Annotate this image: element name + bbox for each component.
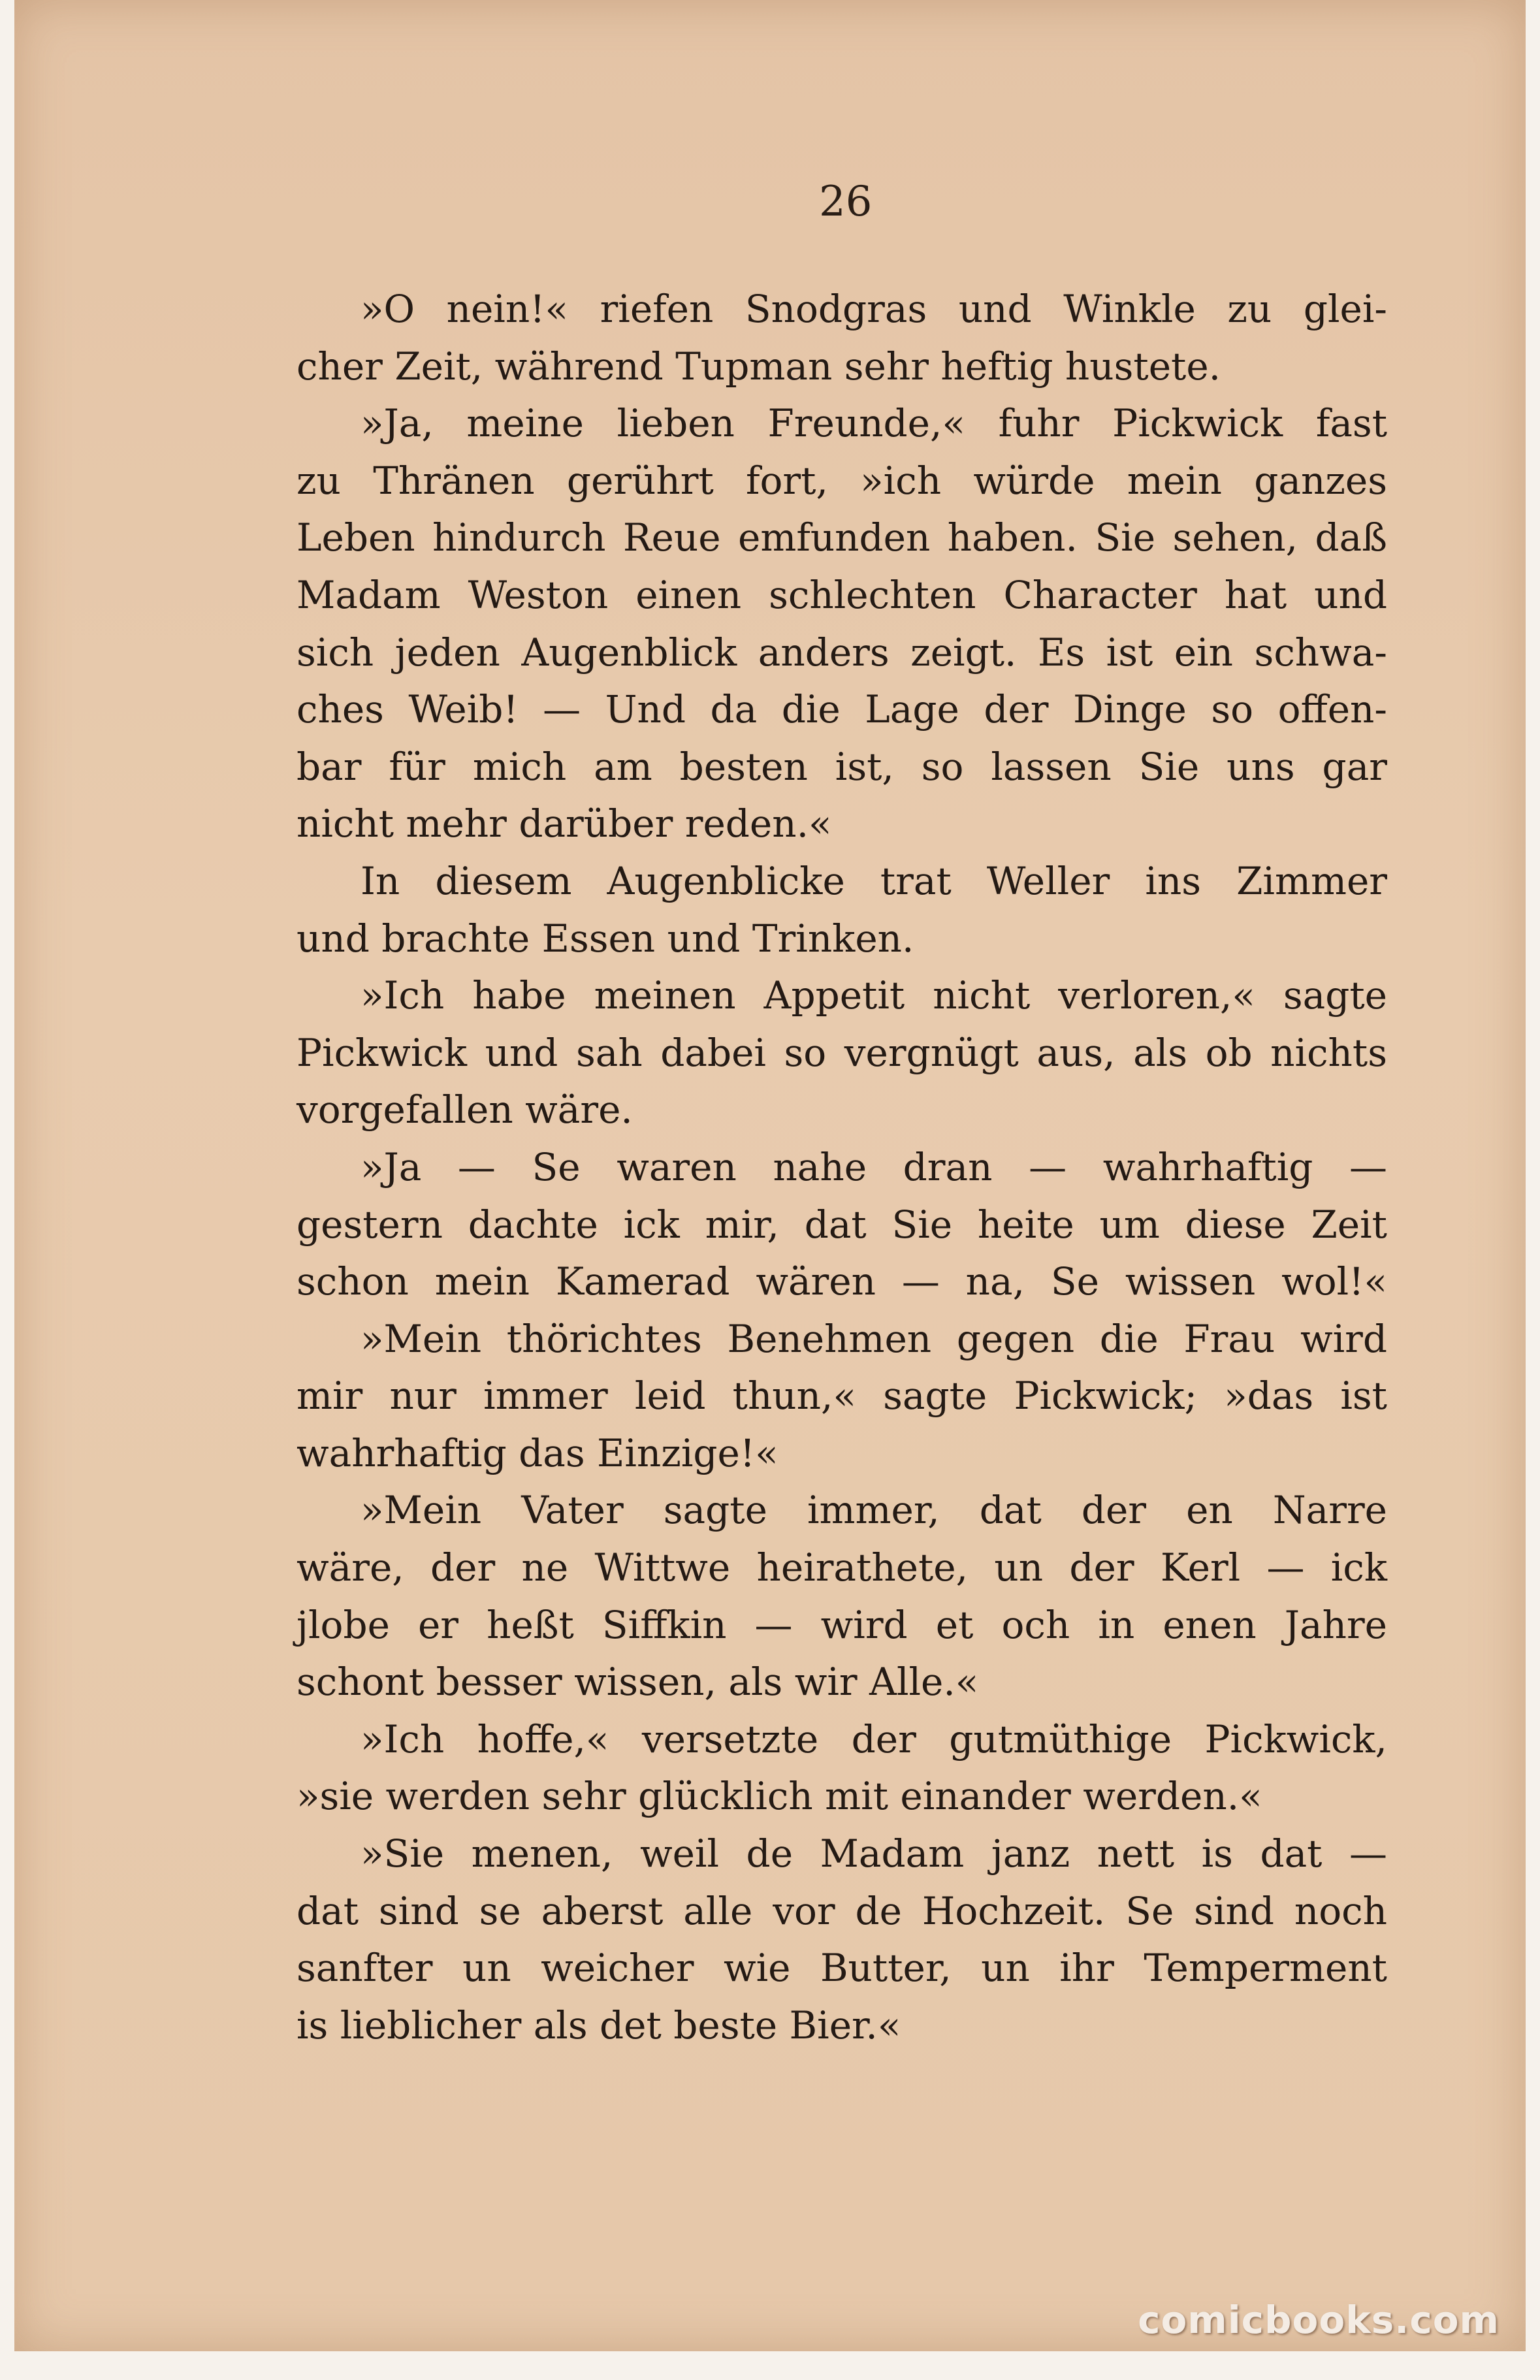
text-line: zu Thränen gerührt fort, »ich würde mein ganzes bbox=[297, 458, 1387, 503]
text-line: sanfter un weicher wie Butter, un ihr Temperment bbox=[297, 1946, 1387, 1991]
watermark-logo: comicbooks.com bbox=[1138, 2298, 1500, 2342]
text-line: schont besser wissen, als wir Alle.« bbox=[297, 1660, 979, 1705]
page-number: 26 bbox=[819, 178, 873, 226]
text-line: Madam Weston einen schlechten Character hat und bbox=[297, 572, 1387, 617]
text-line: cher Zeit, während Tupman sehr heftig hustete. bbox=[297, 344, 1221, 389]
text-line: »Mein thörichtes Benehmen gegen die Frau wird bbox=[361, 1316, 1387, 1361]
book-page bbox=[14, 0, 1526, 2351]
text-line: »O nein!« riefen Snodgras und Winkle zu glei- bbox=[361, 287, 1387, 331]
text-line: In diesem Augenblicke trat Weller ins Zimmer bbox=[361, 858, 1387, 903]
text-line: vorgefallen wäre. bbox=[297, 1087, 633, 1133]
text-line: »Ich habe meinen Appetit nicht verloren,« sagte bbox=[361, 973, 1387, 1018]
text-line: sich jeden Augenblick anders zeigt. Es ist ein schwa- bbox=[297, 630, 1387, 675]
text-line: nicht mehr darüber reden.« bbox=[297, 801, 832, 846]
text-line: jlobe er heßt Siffkin — wird et och in enen Jahre bbox=[297, 1602, 1387, 1647]
text-line: »Ja — Se waren nahe dran — wahrhaftig — bbox=[361, 1144, 1387, 1189]
text-line: »Ich hoffe,« versetzte der gutmüthige Pickwick, bbox=[361, 1716, 1387, 1761]
text-line: und brachte Essen und Trinken. bbox=[297, 916, 914, 961]
text-line: is lieblicher als det beste Bier.« bbox=[297, 2002, 901, 2048]
text-line: schon mein Kamerad wären — na, Se wissen wol!« bbox=[297, 1259, 1387, 1304]
text-line: ches Weib! — Und da die Lage der Dinge so offen- bbox=[297, 687, 1387, 732]
text-line: wahrhaftig das Einzige!« bbox=[297, 1430, 778, 1475]
text-line: bar für mich am besten ist, so lassen Sie uns gar bbox=[297, 744, 1387, 789]
text-line: wäre, der ne Wittwe heirathete, un der Kerl — ick bbox=[297, 1545, 1387, 1590]
body-text bbox=[297, 281, 1387, 2054]
text-line: »Mein Vater sagte immer, dat der en Narre bbox=[361, 1488, 1387, 1533]
text-line: mir nur immer leid thun,« sagte Pickwick; »das ist bbox=[297, 1374, 1387, 1419]
text-line: »sie werden sehr glücklich mit einander werden.« bbox=[297, 1774, 1262, 1819]
text-line: Pickwick und sah dabei so vergnügt aus, als ob nichts bbox=[297, 1030, 1387, 1075]
text-line: Leben hindurch Reue emfunden haben. Sie sehen, daß bbox=[297, 515, 1387, 560]
text-line: »Sie menen, weil de Madam janz nett is dat — bbox=[361, 1831, 1387, 1876]
text-line: »Ja, meine lieben Freunde,« fuhr Pickwick fast bbox=[361, 401, 1387, 446]
text-line: dat sind se aberst alle vor de Hochzeit. Se sind noch bbox=[297, 1888, 1387, 1933]
text-line: gestern dachte ick mir, dat Sie heite um diese Zeit bbox=[297, 1202, 1387, 1247]
